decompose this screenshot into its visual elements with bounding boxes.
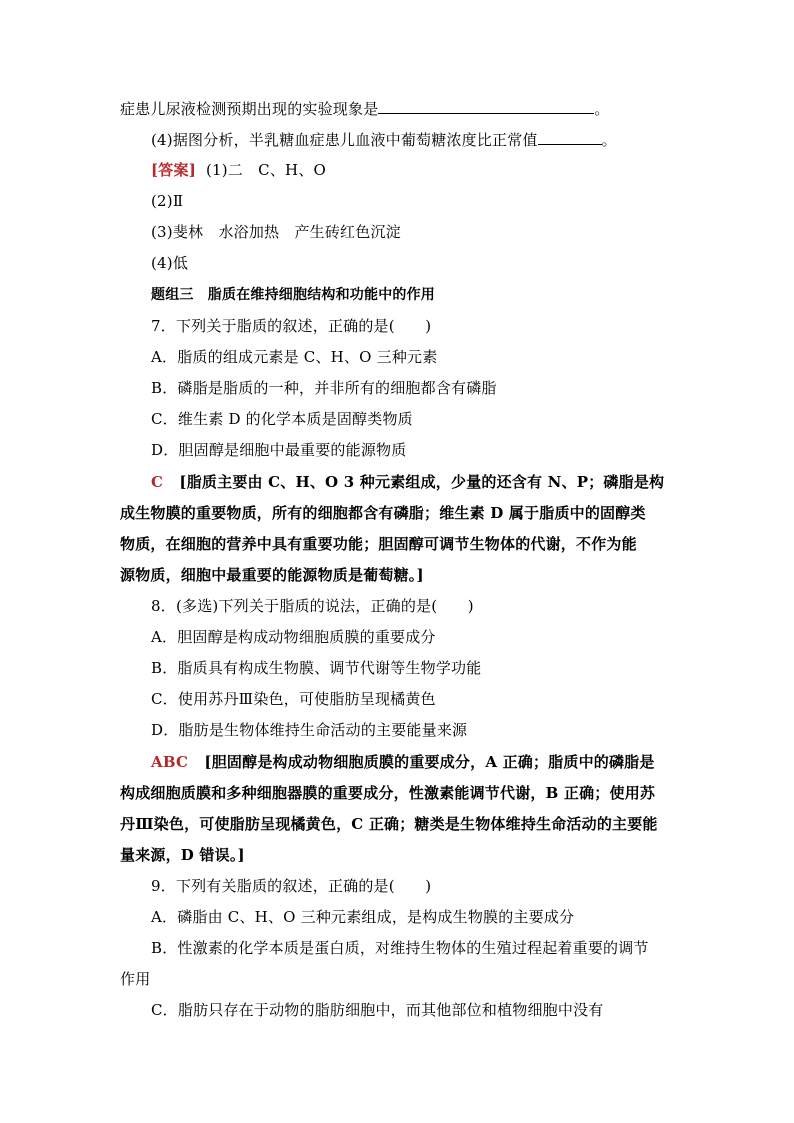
q8-option-a: A．胆固醇是构成动物细胞质膜的重要成分 <box>151 628 436 646</box>
sentence-end: 。 <box>594 100 610 118</box>
q8-option-b: B．脂质具有构成生物膜、调节代谢等生物学功能 <box>151 659 482 677</box>
q7-explanation-1: [脂质主要由 C、H、O 3 种元素组成，少量的还含有 N、P；磷脂是构 <box>179 473 665 491</box>
q7-answer-letter: C <box>151 473 164 491</box>
q7-answer-line1 <box>151 472 664 492</box>
q8-explanation-4: 量来源，D 错误。] <box>120 846 245 864</box>
answer6-part3: (3)斐林 水浴加热 产生砖红色沉淀 <box>151 223 401 241</box>
q8-stem: 8．(多选)下列关于脂质的说法，正确的是( ) <box>151 597 474 615</box>
answer-blank <box>378 99 594 114</box>
q9-option-b-line1: B．性激素的化学本质是蛋白质，对维持生物体的生殖过程起着重要的调节 <box>151 939 649 957</box>
q9-option-b-line2: 作用 <box>120 970 151 988</box>
q8-answer-letters: ABC <box>151 753 189 771</box>
q8-option-c: C．使用苏丹Ⅲ染色，可使脂肪呈现橘黄色 <box>151 690 436 708</box>
q7-option-b: B．磷脂是脂质的一种，并非所有的细胞都含有磷脂 <box>151 379 497 397</box>
answer6-line1 <box>151 160 326 180</box>
q9-option-a: A．磷脂由 C、H、O 三种元素组成，是构成生物膜的主要成分 <box>151 908 575 926</box>
q8-answer-line1 <box>151 752 655 772</box>
q7-explanation-4: 源物质，细胞中最重要的能源物质是葡萄糖。] <box>120 566 424 584</box>
answer6-part2: (2)Ⅱ <box>151 192 184 210</box>
answer-blank <box>538 130 602 145</box>
q7-explanation-3: 物质，在细胞的营养中具有重要功能；胆固醇可调节生物体的代谢，不作为能 <box>120 535 637 553</box>
sentence-end: 。 <box>601 131 617 149</box>
q8-explanation-2: 构成细胞质膜和多种细胞器膜的重要成分，性激素能调节代谢，B 正确；使用苏 <box>120 784 656 802</box>
q7-option-c: C．维生素 D 的化学本质是固醇类物质 <box>151 410 413 428</box>
q7-explanation-2: 成生物膜的重要物质，所有的细胞都含有磷脂；维生素 D 属于脂质中的固醇类 <box>120 504 646 522</box>
group3-title: 题组三 脂质在维持细胞结构和功能中的作用 <box>151 287 435 303</box>
q7-option-d: D．胆固醇是细胞中最重要的能源物质 <box>151 441 407 459</box>
q8-option-d: D．脂肪是生物体维持生命活动的主要能量来源 <box>151 721 468 739</box>
answer6-part4: (4)低 <box>151 254 189 272</box>
q7-stem: 7．下列关于脂质的叙述，正确的是( ) <box>151 317 432 335</box>
q6-part4-text: (4)据图分析，半乳糖血症患儿血液中葡萄糖浓度比正常值 <box>151 131 538 149</box>
q9-option-c: C．脂肪只存在于动物的脂肪细胞中，而其他部位和植物细胞中没有 <box>151 1001 604 1019</box>
q8-explanation-3: 丹Ⅲ染色，可使脂肪呈现橘黄色，C 正确；糖类是生物体维持生命活动的主要能 <box>120 815 658 833</box>
q6-observation-text: 症患儿尿液检测预期出现的实验现象是 <box>120 100 379 118</box>
q9-stem: 9．下列有关脂质的叙述，正确的是( ) <box>151 877 432 895</box>
q6-part4 <box>151 130 617 150</box>
q7-option-a: A．脂质的组成元素是 C、H、O 三种元素 <box>151 348 438 366</box>
answer-label: [答案] <box>151 161 196 179</box>
q8-explanation-1: [胆固醇是构成动物细胞质膜的重要成分，A 正确；脂质中的磷脂是 <box>204 753 655 771</box>
q6-continuation-line <box>120 99 610 119</box>
answer6-part1: (1)二 C、H、O <box>205 161 327 179</box>
